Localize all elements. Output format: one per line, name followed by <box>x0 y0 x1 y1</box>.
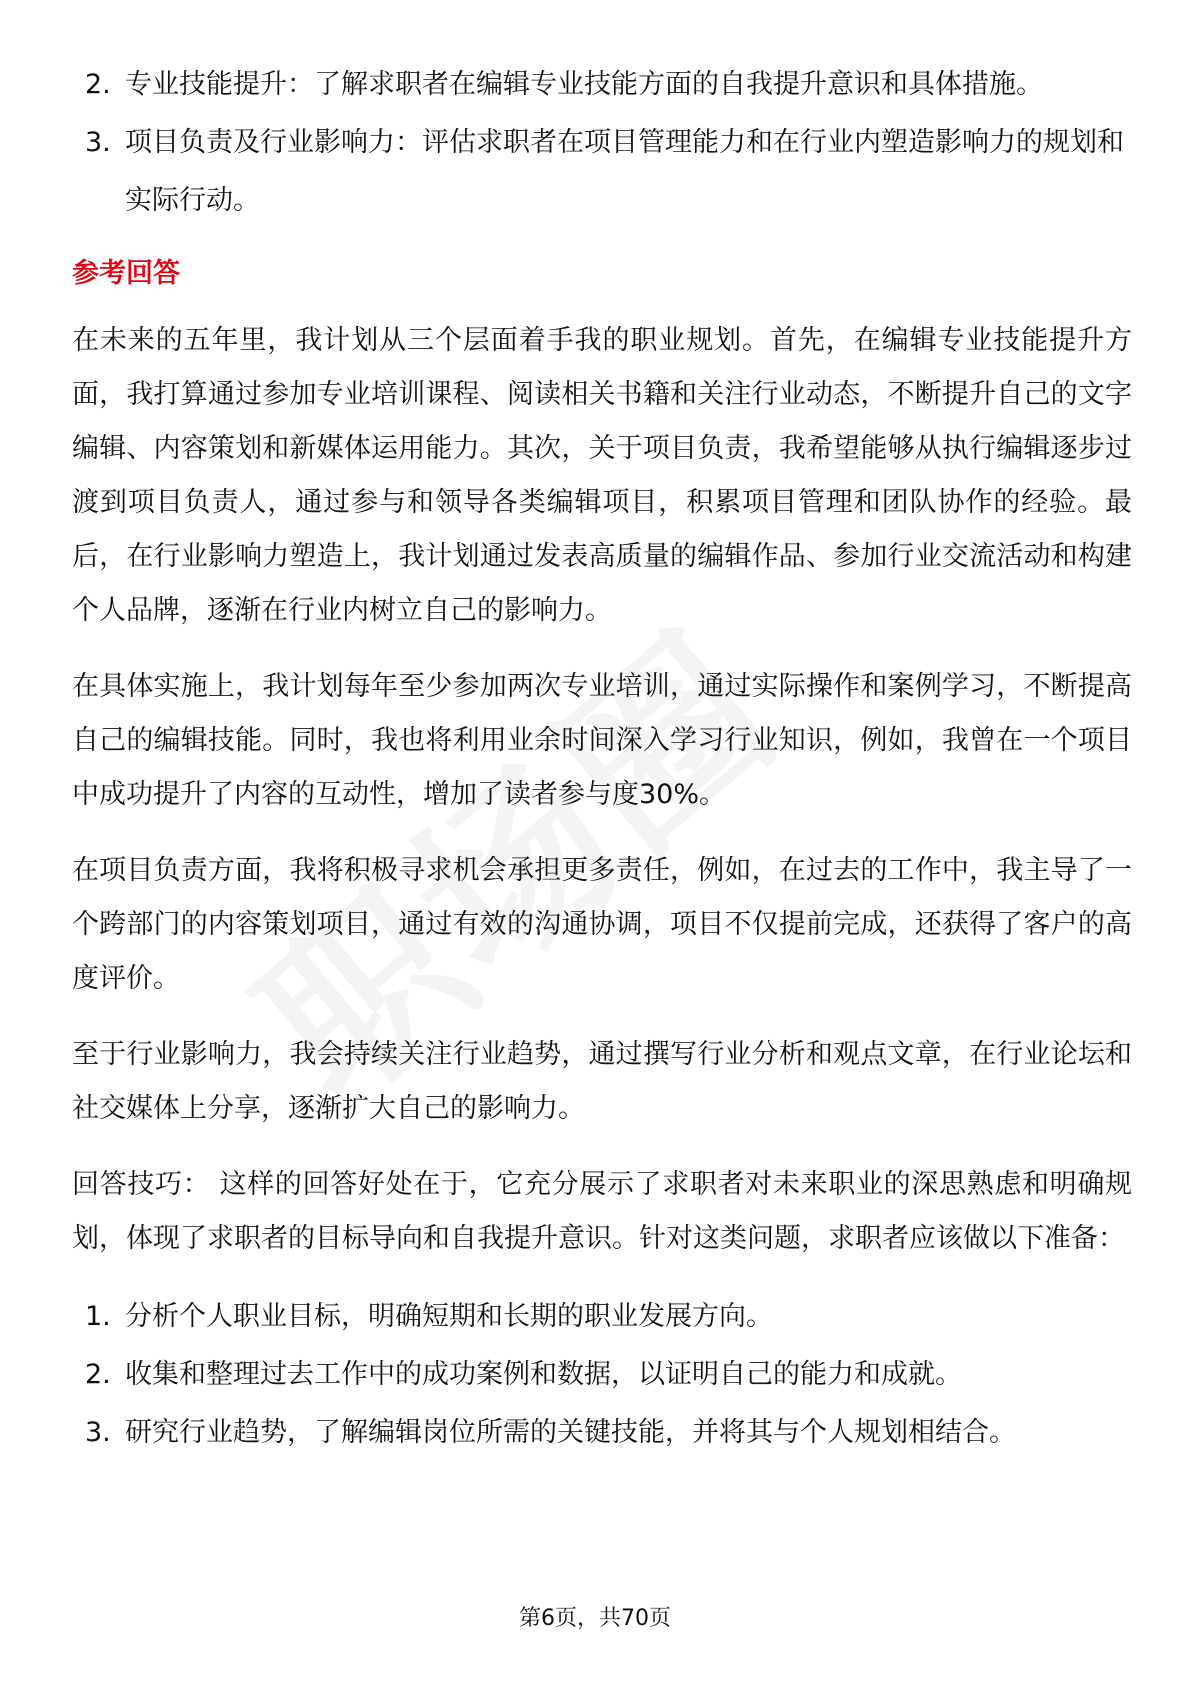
list-item-number: 3. <box>85 1417 111 1448</box>
list-item <box>72 114 1132 230</box>
list-item-text: 研究行业趋势，了解编辑岗位所需的关键技能，并将其与个人规划相结合。 <box>125 1417 1016 1448</box>
answer-paragraph-4: 至于行业影响力，我会持续关注行业趋势，通过撰写行业分析和观点文章，在行业论坛和社交媒体上分享，逐渐扩大自己的影响力。 <box>72 1039 1132 1124</box>
list-item-text: 专业技能提升：了解求职者在编辑专业技能方面的自我提升意识和具体措施。 <box>125 69 1043 100</box>
list-item-number: 2. <box>85 1359 111 1390</box>
answer-paragraph-1: 在未来的五年里，我计划从三个层面着手我的职业规划。首先，在编辑专业技能提升方面，我打算通过参加专业培训课程、阅读相关书籍和关注行业动态，不断提升自己的文字编辑、内容策划和新媒体运用能力。其次，关于项目负责，我希望能够从执行编辑逐步过渡到项目负责人，通过参与和领导各类编辑项目，积累项目管理和团队协作的经验。最后，在行业影响力塑造上，我计划通过发表高质量的编辑作品、参加行业交流活动和构建个人品牌，逐渐在行业内树立自己的影响力。 <box>72 325 1132 626</box>
answer-tips-paragraph: 回答技巧： 这样的回答好处在于，它充分展示了求职者对未来职业的深思熟虑和明确规划，体现了求职者的目标导向和自我提升意识。针对这类问题，求职者应该做以下准备： <box>72 1169 1132 1254</box>
list-item-number: 1. <box>85 1301 111 1332</box>
list-item <box>72 1404 1132 1462</box>
list-item-number: 3. <box>85 127 111 158</box>
list-item <box>72 1346 1132 1404</box>
answer-paragraph-3: 在项目负责方面，我将积极寻求机会承担更多责任，例如，在过去的工作中，我主导了一个跨部门的内容策划项目，通过有效的沟通协调，项目不仅提前完成，还获得了客户的高度评价。 <box>72 855 1132 994</box>
list-item <box>72 56 1132 114</box>
list-item-text: 收集和整理过去工作中的成功案例和数据，以证明自己的能力和成就。 <box>125 1359 962 1390</box>
list-item <box>72 1288 1132 1346</box>
section-title: 参考回答 <box>72 258 180 289</box>
top-numbered-list <box>72 56 1132 230</box>
document-body <box>72 56 1132 1462</box>
list-item-text: 分析个人职业目标，明确短期和长期的职业发展方向。 <box>125 1301 773 1332</box>
list-item-number: 2. <box>85 69 111 100</box>
bottom-numbered-list <box>72 1288 1132 1462</box>
page-footer: 第6页，共70页 <box>519 1606 671 1631</box>
answer-paragraph-2: 在具体实施上，我计划每年至少参加两次专业培训，通过实际操作和案例学习，不断提高自己的编辑技能。同时，我也将利用业余时间深入学习行业知识，例如，我曾在一个项目中成功提升了内容的互动性，增加了读者参与度30%。 <box>72 671 1132 810</box>
list-item-text: 项目负责及行业影响力：评估求职者在项目管理能力和在行业内塑造影响力的规划和实际行动。 <box>125 127 1124 216</box>
